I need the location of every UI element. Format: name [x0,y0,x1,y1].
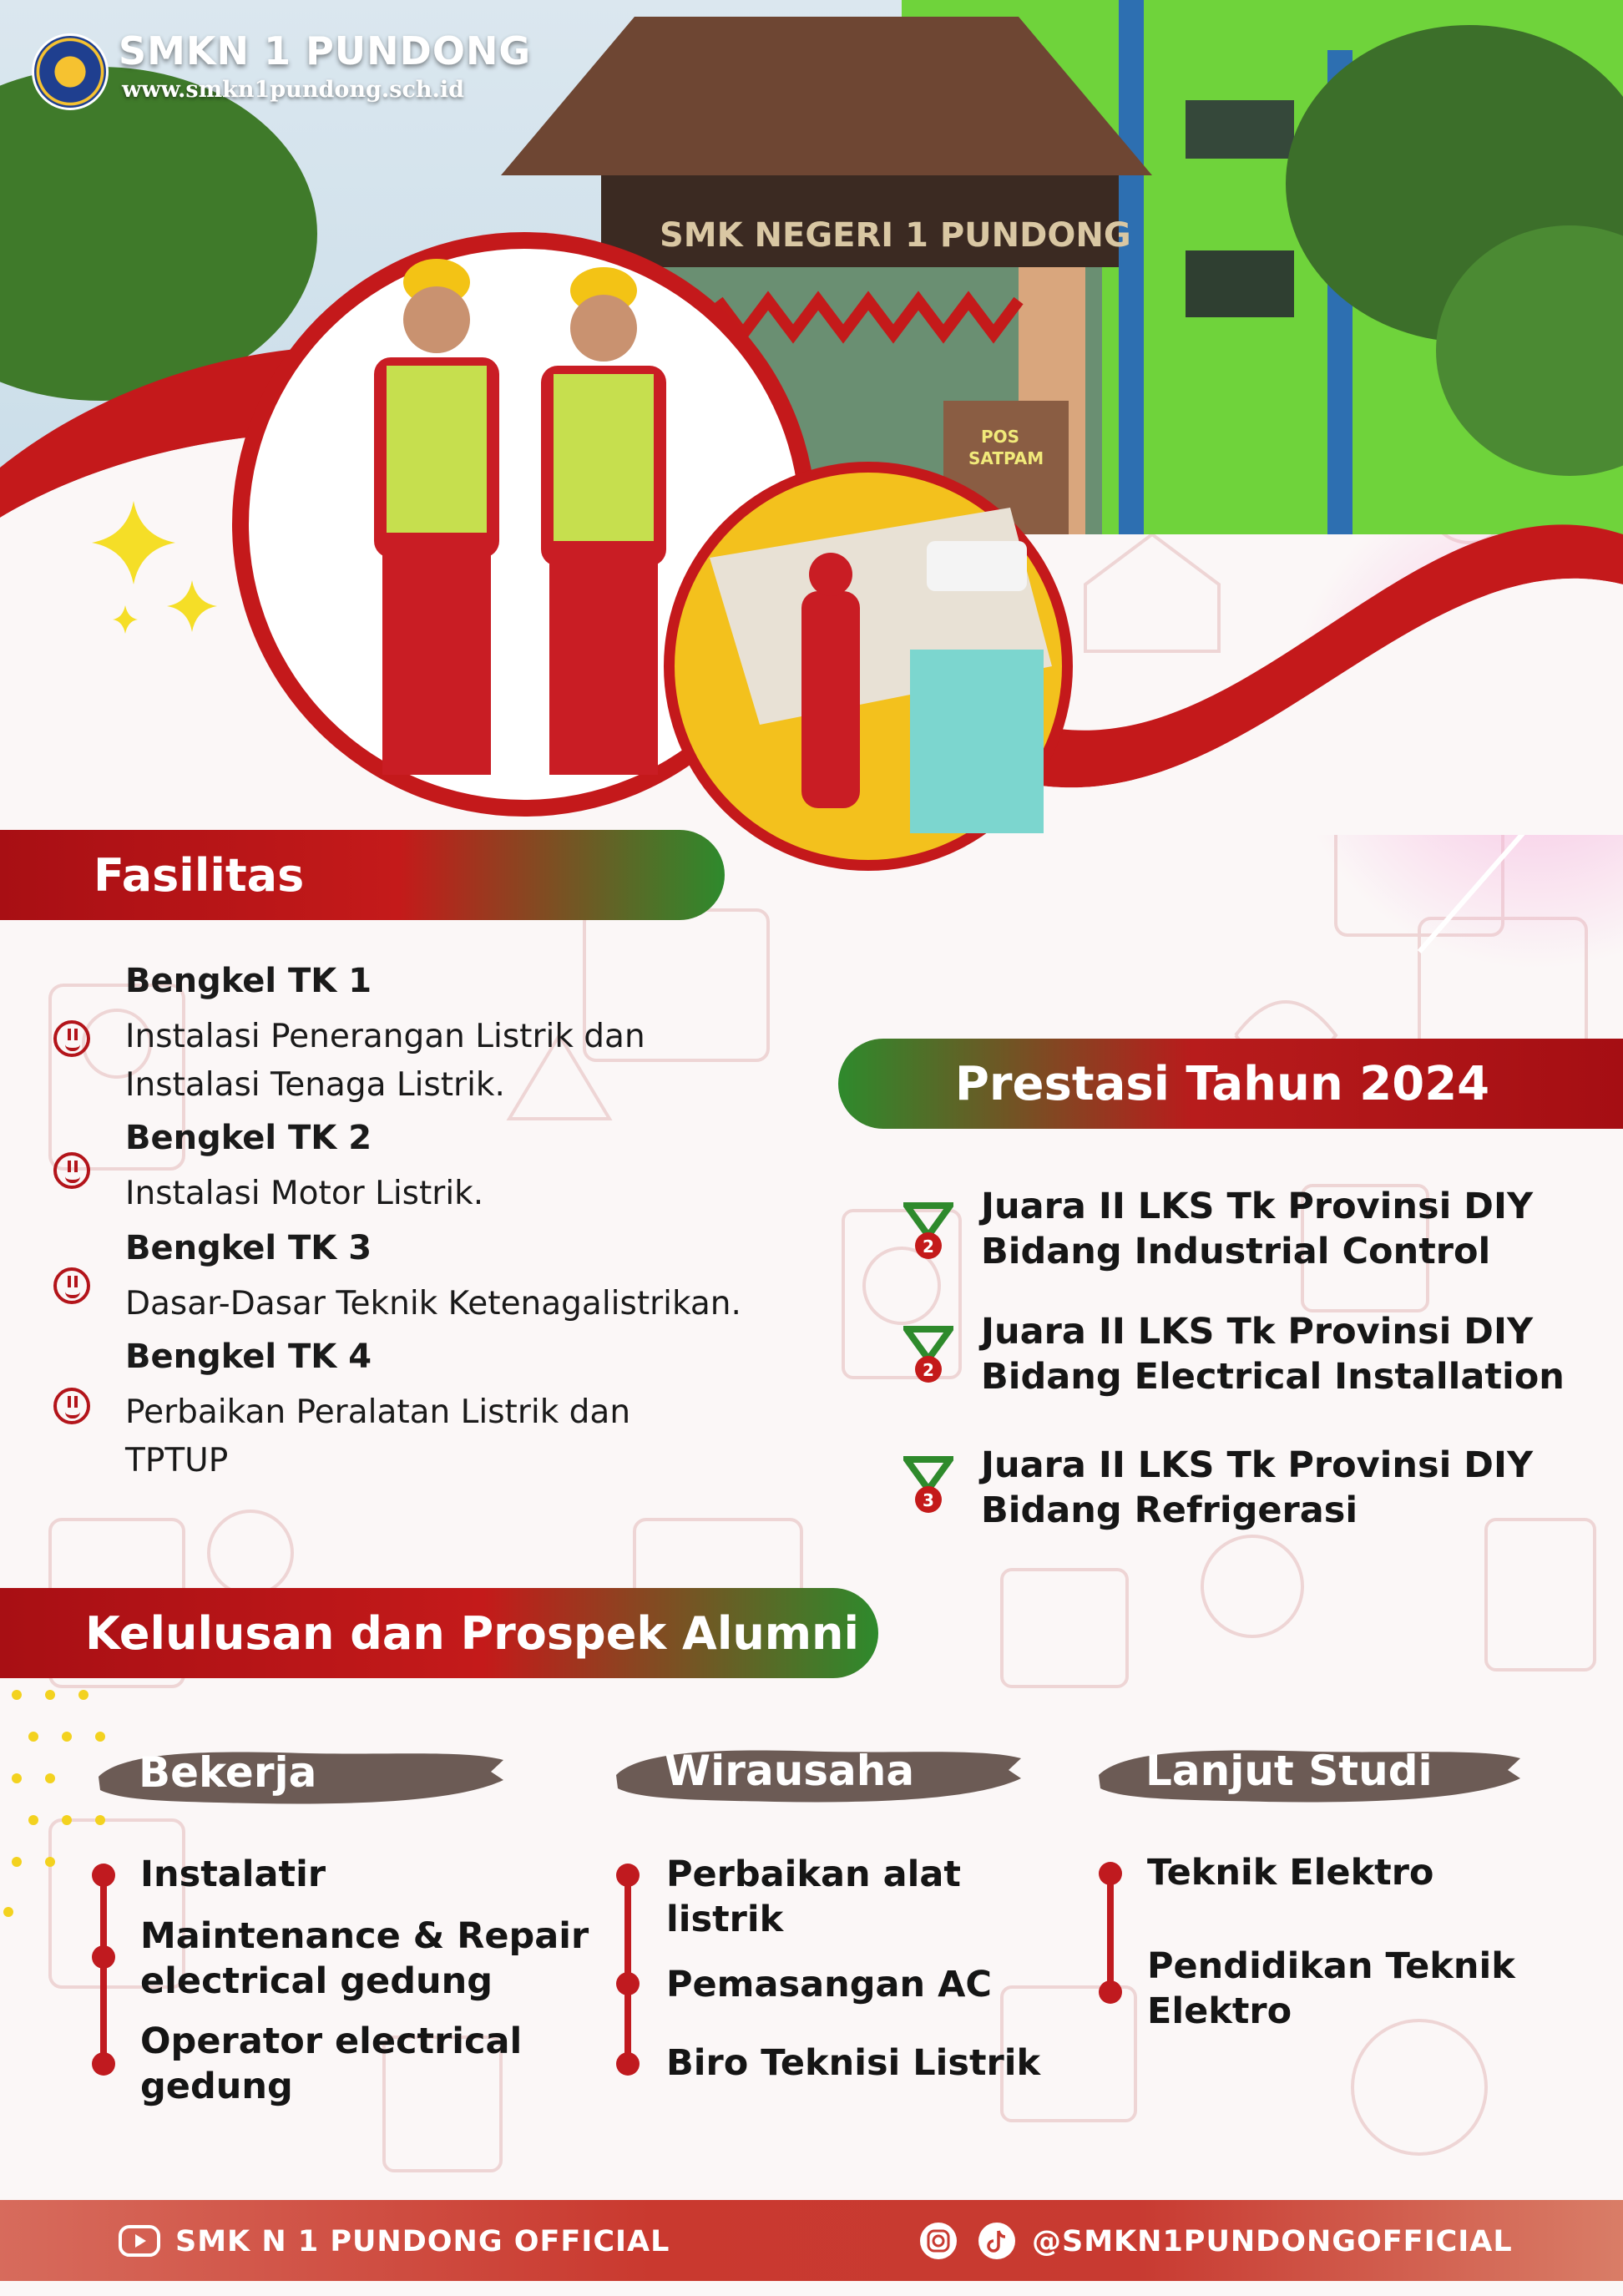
lanjut-item-2a: Pendidikan Teknik [1147,1945,1515,1987]
facility-desc-4b: TPTUP [125,1442,229,1479]
tiktok-icon[interactable] [977,2221,1017,2261]
achievement-2-line-2: Bidang Electrical Installation [981,1356,1565,1398]
bekerja-item-3a: Operator electrical [140,2020,523,2062]
facility-name-1: Bengkel TK 1 [125,962,372,1000]
technician-photo [660,458,1077,875]
post-sign-2: SATPAM [968,448,1044,468]
svg-text:3: 3 [923,1490,934,1510]
bekerja-item-3b: gedung [140,2066,293,2107]
plug-icon [53,1152,90,1189]
sparkle-icon [92,501,234,651]
youtube-channel[interactable]: SMK N 1 PUNDONG OFFICIAL [175,2225,670,2258]
facility-desc-3: Dasar-Dasar Teknik Ketenagalistrikan. [125,1285,741,1322]
instagram-icon[interactable] [918,2221,958,2261]
timeline-dot [616,2052,640,2076]
post-sign-1: POS [981,427,1020,447]
achievement-1-line-1: Juara II LKS Tk Provinsi DIY [981,1186,1534,1227]
footer-bar [0,2200,1623,2281]
facility-desc-1b: Instalasi Tenaga Listrik. [125,1066,505,1104]
plug-icon [53,1388,90,1424]
timeline-dot [616,1972,640,1995]
lanjut-item-2b: Elektro [1147,1990,1292,2032]
achievement-3-line-1: Juara II LKS Tk Provinsi DIY [981,1444,1534,1486]
column-label-wirausaha: Wirausaha [665,1747,915,1795]
facility-desc-4a: Perbaikan Peralatan Listrik dan [125,1393,631,1431]
facilities-header [0,830,725,920]
school-logo-icon [32,33,109,110]
svg-text:2: 2 [923,1237,934,1257]
timeline-dot [92,2052,115,2076]
timeline-line [624,1874,631,2066]
facility-name-2: Bengkel TK 2 [125,1119,372,1157]
facility-desc-1a: Instalasi Penerangan Listrik dan [125,1018,645,1055]
alumni-header [0,1588,878,1678]
facility-desc-2: Instalasi Motor Listrik. [125,1175,484,1212]
column-label-lanjut-studi: Lanjut Studi [1145,1747,1433,1795]
svg-text:2: 2 [923,1360,934,1380]
timeline-dot [1099,1862,1122,1885]
timeline-dot [92,1864,115,1887]
wirausaha-item-3: Biro Teknisi Listrik [666,2042,1041,2084]
wirausaha-item-1b: listrik [666,1899,784,1940]
achievement-1-line-2: Bidang Industrial Control [981,1231,1491,1272]
plug-icon [53,1267,90,1304]
timeline-line [1107,1874,1114,1990]
facilities-title: Fasilitas [94,848,305,902]
bekerja-item-1: Instalatir [140,1853,326,1895]
timeline-dot [1099,1980,1122,2004]
plug-icon [53,1020,90,1057]
medal-icon [903,1202,953,1264]
timeline-dot [616,1864,640,1887]
column-label-bekerja: Bekerja [139,1748,317,1797]
achievements-header [838,1039,1623,1129]
achievements-title: Prestasi Tahun 2024 [954,1056,1490,1111]
wirausaha-item-1a: Perbaikan alat [666,1853,961,1895]
facility-name-3: Bengkel TK 3 [125,1229,372,1267]
school-name: SMKN 1 PUNDONG [119,28,532,73]
facility-name-4: Bengkel TK 4 [125,1338,372,1376]
medal-icon [903,1326,953,1388]
timeline-line [100,1874,107,2066]
medal-icon [903,1456,953,1518]
youtube-icon[interactable] [119,2225,160,2257]
bekerja-item-2b: electrical gedung [140,1960,493,2002]
achievement-3-line-2: Bidang Refrigerasi [981,1489,1358,1531]
wirausaha-item-2: Pemasangan AC [666,1964,992,2005]
achievement-2-line-1: Juara II LKS Tk Provinsi DIY [981,1311,1534,1353]
lanjut-item-1: Teknik Elektro [1147,1852,1434,1894]
alumni-title: Kelulusan dan Prospek Alumni [85,1606,859,1660]
timeline-dot [92,1945,115,1969]
bekerja-item-2a: Maintenance & Repair [140,1915,589,1957]
school-website: www.smkn1pundong.sch.id [122,77,465,103]
building-sign: SMK NEGERI 1 PUNDONG [660,216,1131,255]
social-handle[interactable]: @SMKN1PUNDONGOFFICIAL [1032,2225,1513,2258]
